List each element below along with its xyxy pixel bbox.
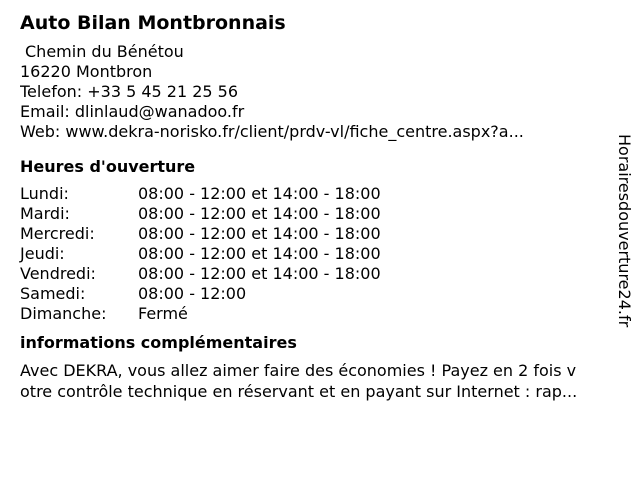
opening-hours-table xyxy=(20,184,381,324)
info-title: informations complémentaires xyxy=(20,333,297,352)
info-line-2: otre contrôle technique en réservant et en payant sur Internet : rap... xyxy=(20,382,578,401)
info-line-1: Avec DEKRA, vous allez aimer faire des économies ! Payez en 2 fois v xyxy=(20,361,577,380)
street-address: Chemin du Bénétou xyxy=(25,42,184,61)
email-line: Email: dlinlaud@wanadoo.fr xyxy=(20,102,245,121)
watermark-text: Horairesdouverture24.fr xyxy=(615,134,634,328)
time-value: 08:00 - 12:00 et 14:00 - 18:00 xyxy=(138,244,381,263)
hours-row xyxy=(20,244,381,264)
hours-title: Heures d'ouverture xyxy=(20,157,196,176)
business-card xyxy=(20,10,620,402)
hours-row xyxy=(20,264,381,284)
business-name: Auto Bilan Montbronnais xyxy=(20,12,286,34)
day-label: Lundi: xyxy=(20,184,69,203)
hours-row xyxy=(20,184,381,204)
day-label: Mercredi: xyxy=(20,224,95,243)
time-value: 08:00 - 12:00 et 14:00 - 18:00 xyxy=(138,264,381,283)
day-label: Jeudi: xyxy=(20,244,65,263)
hours-row xyxy=(20,304,381,324)
site-watermark xyxy=(610,134,638,346)
hours-row xyxy=(20,284,381,304)
city-line: 16220 Montbron xyxy=(20,62,153,81)
web-line: Web: www.dekra-norisko.fr/client/prdv-vl/fiche_centre.aspx?a... xyxy=(20,122,524,141)
day-label: Samedi: xyxy=(20,284,86,303)
day-label: Mardi: xyxy=(20,204,70,223)
time-value: Fermé xyxy=(138,304,188,323)
day-label: Vendredi: xyxy=(20,264,96,283)
info-text xyxy=(20,360,620,402)
hours-row xyxy=(20,204,381,224)
time-value: 08:00 - 12:00 et 14:00 - 18:00 xyxy=(138,184,381,203)
day-label: Dimanche: xyxy=(20,304,107,323)
time-value: 08:00 - 12:00 et 14:00 - 18:00 xyxy=(138,224,381,243)
hours-row xyxy=(20,224,381,244)
time-value: 08:00 - 12:00 xyxy=(138,284,247,303)
address-block xyxy=(20,42,620,142)
phone-line: Telefon: +33 5 45 21 25 56 xyxy=(20,82,239,101)
time-value: 08:00 - 12:00 et 14:00 - 18:00 xyxy=(138,204,381,223)
